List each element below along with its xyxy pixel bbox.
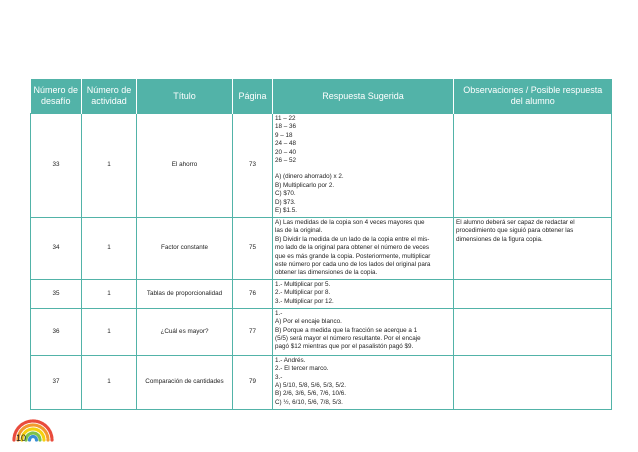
cell-titulo: Comparación de cantidades	[137, 355, 233, 409]
answer-line: 1.- Multiplicar por 5.	[275, 280, 331, 288]
cell-observaciones	[454, 355, 612, 409]
answer-line: E) $1.5.	[275, 207, 298, 215]
answer-line: 9 – 18	[275, 131, 293, 139]
cell-observaciones	[454, 279, 612, 308]
cell-pagina: 73	[233, 114, 273, 218]
page-number: 10	[16, 433, 27, 443]
answer-line: A) (dinero ahorrado) x 2.	[275, 173, 344, 181]
header-respuesta-sugerida: Respuesta Sugerida	[273, 79, 454, 114]
answer-line: obtener las dimensiones de la copia.	[275, 269, 378, 277]
answer-line: C) $70.	[275, 190, 296, 198]
cell-desafio: 37	[31, 355, 82, 409]
spacer	[275, 165, 451, 173]
cell-observaciones	[454, 308, 612, 355]
cell-titulo: Tablas de proporcionalidad	[137, 279, 233, 308]
answer-line: 20 – 40	[275, 148, 297, 156]
answer-line: B) Porque a medida que la fracción se acerque a 1	[275, 326, 418, 334]
header-titulo: Título	[137, 79, 233, 114]
header-numero-desafio: Número de desafío	[31, 79, 82, 114]
cell-actividad: 1	[82, 218, 137, 280]
activities-table-wrapper	[30, 79, 611, 410]
table-row	[31, 218, 612, 280]
cell-titulo: Factor constante	[137, 218, 233, 280]
cell-respuesta	[273, 218, 454, 280]
answer-line: A) 5/10, 5/8, 5/6, 5/3, 5/2.	[275, 382, 347, 390]
cell-observaciones	[454, 114, 612, 218]
cell-desafio: 34	[31, 218, 82, 280]
answer-line: B) Multiplicarlo por 2.	[275, 181, 335, 189]
answer-line: 24 – 48	[275, 140, 297, 148]
table-row	[31, 355, 612, 409]
answer-line: A) Por el encaje blanco.	[275, 318, 342, 326]
table-row	[31, 279, 612, 308]
table-row	[31, 114, 612, 218]
table-header-row	[31, 79, 612, 114]
cell-actividad: 1	[82, 308, 137, 355]
answer-line: 3.- Multiplicar por 12.	[275, 297, 334, 305]
answer-line: 2.- El tercer marco.	[275, 365, 329, 373]
cell-respuesta	[273, 279, 454, 308]
answer-line: C) ½, 6/10, 5/6, 7/8, 5/3.	[275, 398, 343, 406]
cell-observaciones: El alumno deberá ser capaz de redactar el procedimiento que siguió para obtener las dimensiones de la figura copia.	[454, 218, 612, 280]
answer-line: pagó $12 mientras que por el pasalistón pagó $9.	[275, 343, 414, 351]
header-numero-actividad: Número de actividad	[82, 79, 137, 114]
cell-desafio: 35	[31, 279, 82, 308]
cell-titulo: El ahorro	[137, 114, 233, 218]
cell-pagina: 77	[233, 308, 273, 355]
answer-line: 11 – 22	[275, 115, 296, 122]
answer-line: A) Las medidas de la copia son 4 veces mayores que	[275, 219, 425, 226]
header-observaciones: Observaciones / Posible respuesta del alumno	[454, 79, 612, 114]
cell-pagina: 79	[233, 355, 273, 409]
cell-actividad: 1	[82, 355, 137, 409]
answer-line: (5/5) será mayor el número resultante. Por el encaje	[275, 335, 421, 343]
cell-respuesta	[273, 114, 454, 218]
answer-line: 18 – 36	[275, 123, 297, 131]
cell-actividad: 1	[82, 114, 137, 218]
answer-line: 26 – 52	[275, 157, 297, 165]
answer-line: B) 2/6, 3/6, 5/6, 7/6, 10/6.	[275, 390, 347, 398]
answer-line: que es más grande la copia. Posteriormente, multiplicar	[275, 252, 431, 260]
header-pagina: Página	[233, 79, 273, 114]
answer-line: las de la original.	[275, 227, 323, 235]
cell-pagina: 76	[233, 279, 273, 308]
answer-line: 1.- Andrés.	[275, 356, 306, 364]
answer-line: 1.-	[275, 309, 283, 317]
cell-actividad: 1	[82, 279, 137, 308]
cell-respuesta	[273, 308, 454, 355]
cell-respuesta	[273, 355, 454, 409]
activities-table	[30, 79, 612, 410]
answer-line: este número por cada uno de los lados del original para	[275, 261, 431, 269]
table-row	[31, 308, 612, 355]
answer-line: B) Dividir la medida de un lado de la copia entre el mis-	[275, 235, 430, 243]
cell-desafio: 33	[31, 114, 82, 218]
cell-pagina: 75	[233, 218, 273, 280]
cell-desafio: 36	[31, 308, 82, 355]
answer-line: D) $73.	[275, 198, 296, 206]
answer-line: 2.- Multiplicar por 8.	[275, 289, 331, 297]
answer-line: 3.-	[275, 373, 283, 381]
answer-line: mo lado de la original para obtener el número de veces	[275, 244, 430, 252]
cell-titulo: ¿Cuál es mayor?	[137, 308, 233, 355]
